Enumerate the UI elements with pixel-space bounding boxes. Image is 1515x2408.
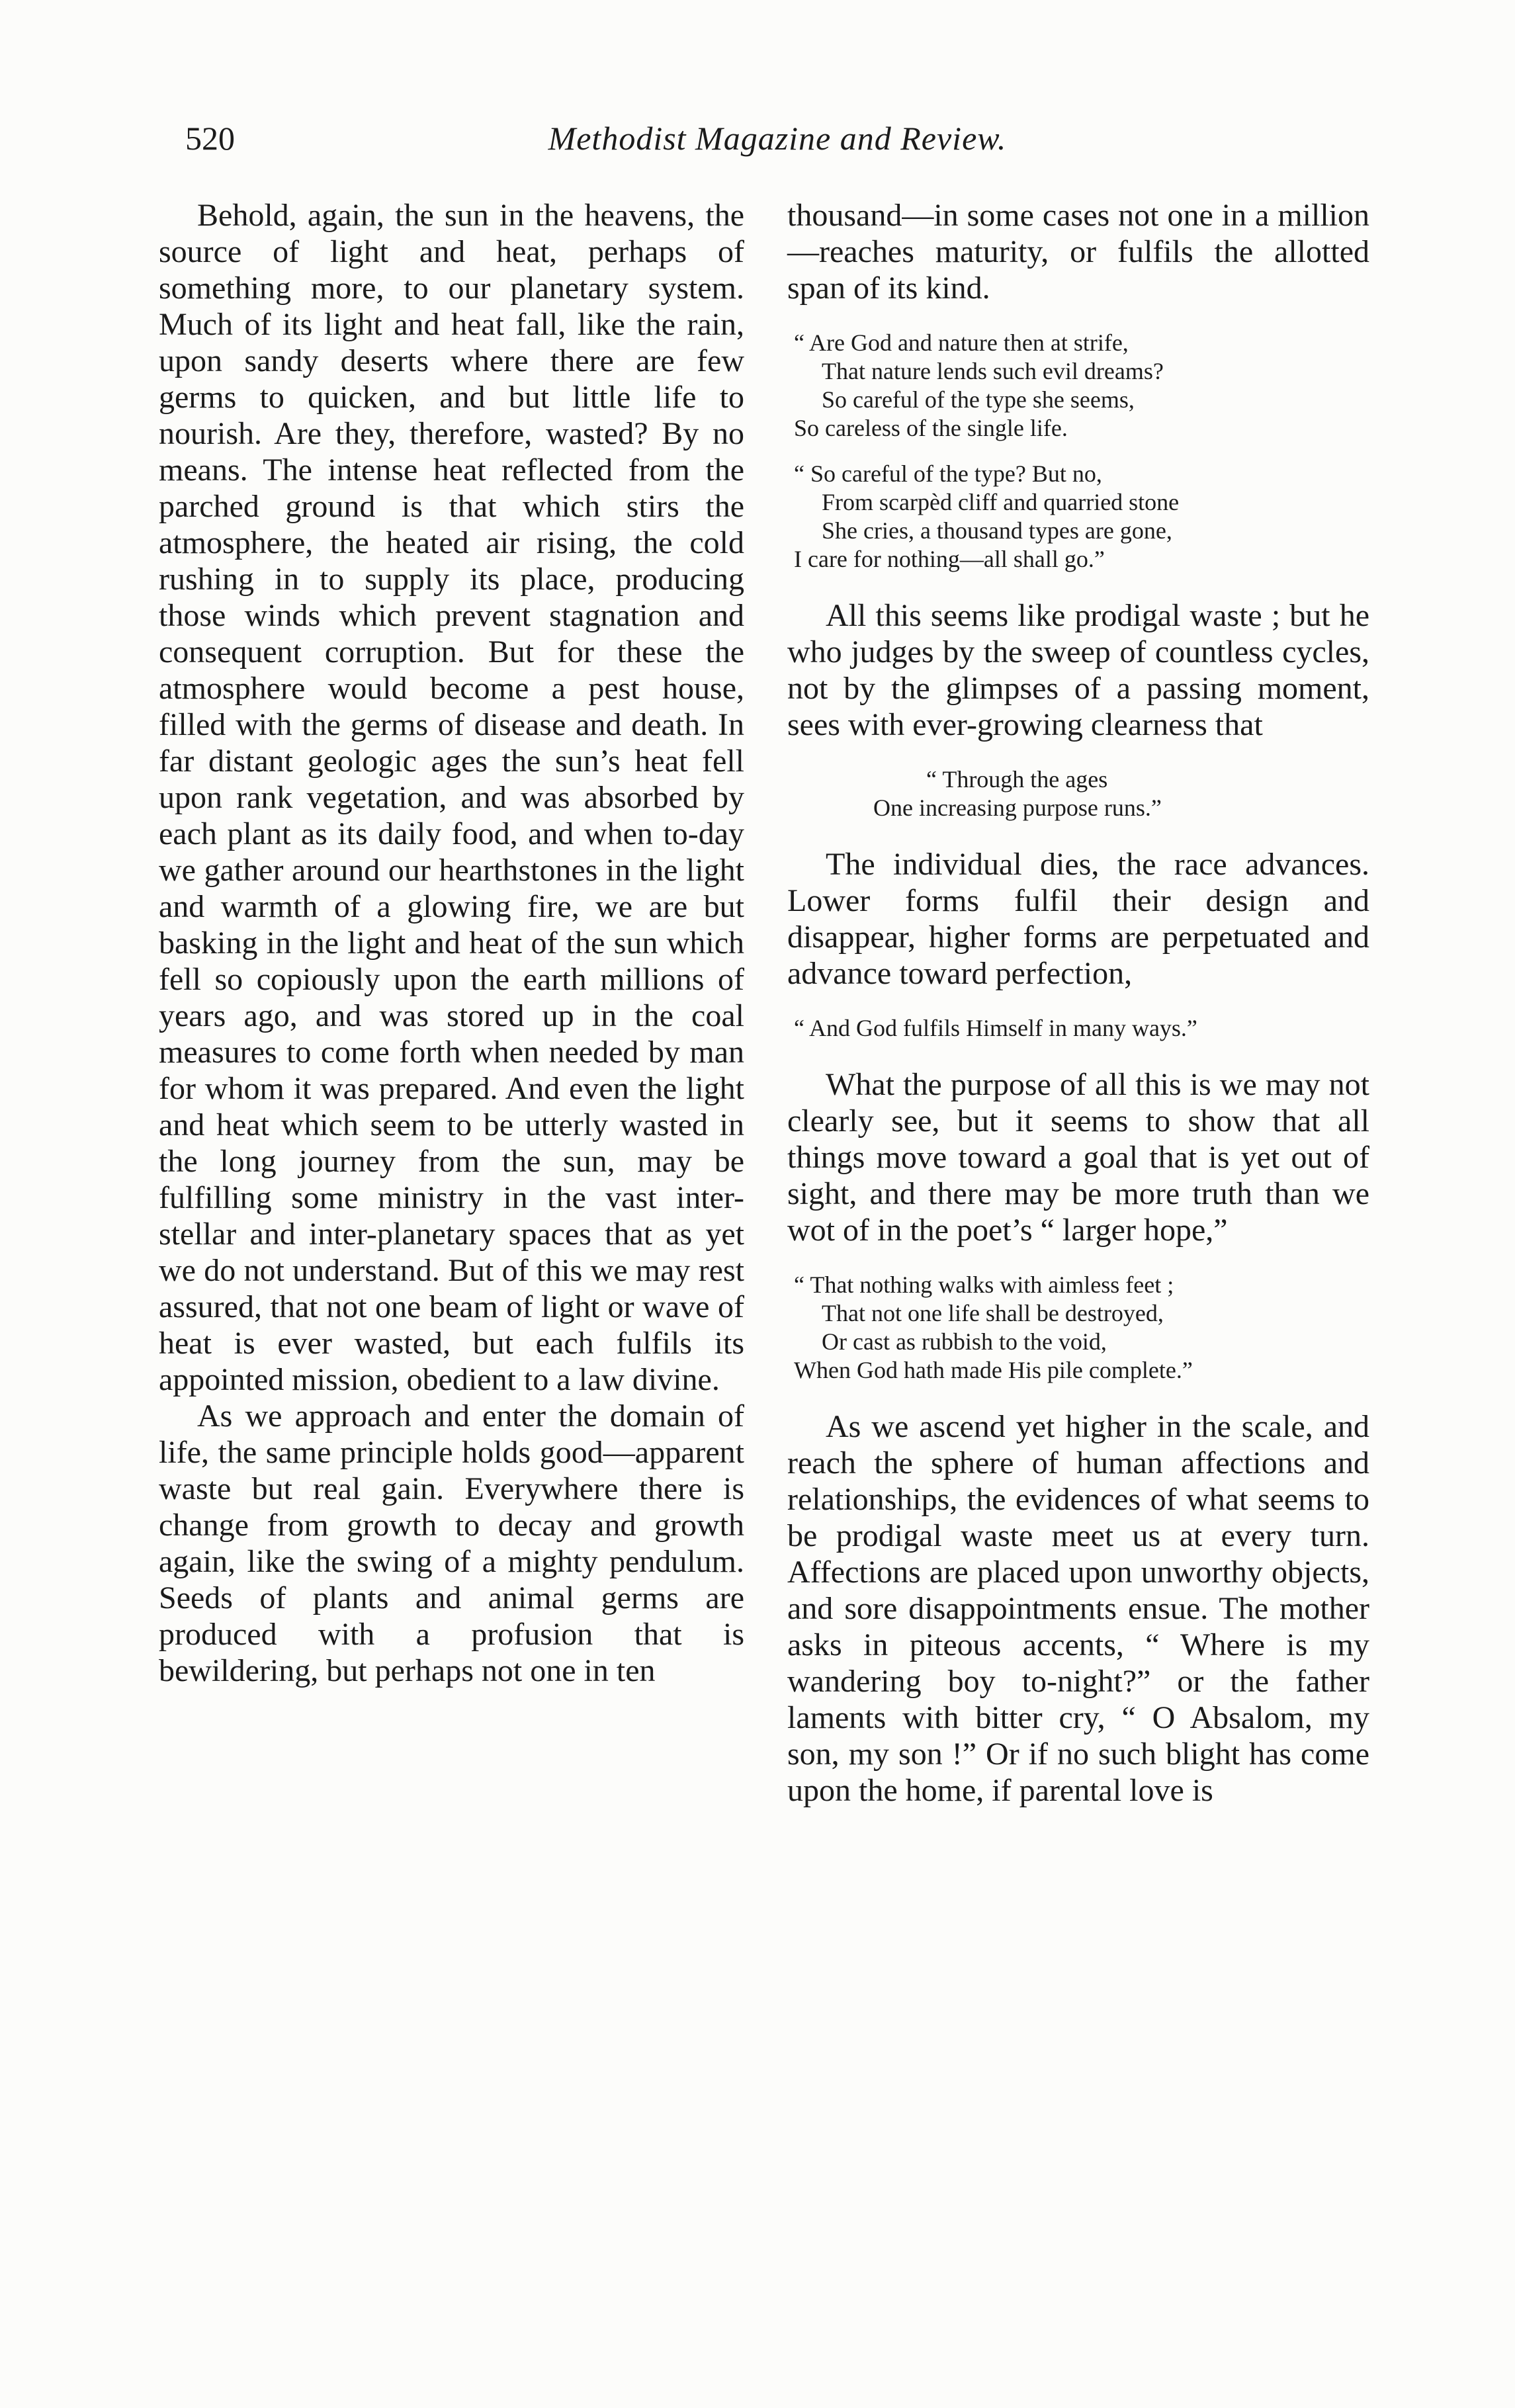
quote-line [787, 1014, 1369, 1043]
running-title: Methodist Magazine and Review. [548, 120, 1007, 157]
poem-larger-hope [787, 1271, 1369, 1385]
page-number: 520 [185, 120, 235, 157]
right-paragraph-3: The individual dies, the race advances. Lower forms fulfil their design and disappear, higher forms are perpetuated and advance toward perfection, [787, 847, 1369, 991]
poem-line: One increasing purpose runs.” [873, 795, 1162, 821]
poem-line: “ Are God and nature then at strife, [794, 329, 1129, 356]
poem-locksley-hall [787, 765, 1369, 822]
poem-in-memoriam [787, 329, 1369, 574]
poem-line: “ So careful of the type? But no, [794, 460, 1102, 487]
poem-line: That not one life shall be destroyed, [822, 1300, 1164, 1326]
left-column [159, 197, 744, 1689]
right-column [787, 197, 1369, 1809]
poem-line: “ Through the ages [926, 766, 1108, 793]
right-paragraph-1: thousand—in some cases not one in a million—reaches maturity, or fulfils the allotted span of its kind. [787, 198, 1369, 306]
poem-line: That nature lends such evil dreams? [822, 358, 1164, 384]
poem-line: When God hath made His pile complete.” [794, 1357, 1193, 1383]
page-header [185, 119, 1369, 165]
poem-line: She cries, a thousand types are gone, [822, 517, 1172, 544]
left-paragraph-2: As we approach and enter the domain of life, the same principle holds good—apparent waste but real gain. Everywhere there is change from growth to decay and growth again, like the swing of a mighty pendulum. Seeds of plants and animal germs are produced with a profusion that is bewildering, but perhaps not one in ten [159, 1398, 744, 1688]
poem-stanza [787, 460, 1369, 574]
poem-line: I care for nothing—all shall go.” [794, 546, 1105, 572]
right-paragraph-4: What the purpose of all this is we may not clearly see, but it seems to show that all things move toward a goal that is yet out of sight, and there may be more truth than we wot of in the poet’s “ larger hope,” [787, 1067, 1369, 1248]
left-paragraph-1: Behold, again, the sun in the heavens, the source of light and heat, perhaps of something more, to our planetary system. Much of its light and heat fall, like the rain, upon sandy deserts where there are few germs to quicken, and but little life to nourish. Are they, therefore, wasted? By no means. The intense heat reflected from the parched ground is that which stirs the atmosphere, the heated air rising, the cold rushing in to supply its place, producing those winds which prevent stagnation and consequent corruption. But for these the atmosphere would become a pest house, filled with the germs of disease and death. In far distant geologic ages the sun’s heat fell upon rank vegetation, and was absorbed by each plant as its daily food, and when to-day we gather around our hearthstones in the light and warmth of a glowing fire, we are but basking in the light and heat of the sun which fell so copiously upon the earth millions of years ago, and was stored up in the coal measures to come forth when needed by man for whom it was prepared. And even the light and heat which seem to be utterly wasted in the long journey from the sun, may be fulfilling some ministry in the vast inter-stellar and inter-planetary spaces that as yet we do not understand. But of this we may rest assured, that not one beam of light or wave of heat is ever wasted, but each fulfils its appointed mission, obedient to a law divine. [159, 198, 744, 1397]
poem-line: So careful of the type she seems, [822, 386, 1135, 413]
poem-line: So careless of the single life. [794, 415, 1068, 441]
right-paragraph-5: As we ascend yet higher in the scale, and reach the sphere of human affections and relationships, the evidences of what seems to be prodigal waste meet us at every turn. Affections are placed upon unworthy objects, and sore disappointments ensue. The mother asks in piteous accents, “ Where is my wandering boy to-night?” or the father laments with bitter cry, “ O Absalom, my son, my son !” Or if no such blight has come upon the home, if parental love is [787, 1409, 1369, 1808]
poem-stanza [787, 329, 1369, 443]
poem-line: “ That nothing walks with aimless feet ; [794, 1271, 1174, 1298]
right-paragraph-2: All this seems like prodigal waste ; but he who judges by the sweep of countless cycles, not by the glimpses of a passing moment, sees with ever-growing clearness that [787, 598, 1369, 742]
poem-line: “ And God fulfils Himself in many ways.” [794, 1015, 1197, 1041]
poem-line: From scarpèd cliff and quarried stone [822, 489, 1180, 515]
poem-line: Or cast as rubbish to the void, [822, 1328, 1107, 1355]
